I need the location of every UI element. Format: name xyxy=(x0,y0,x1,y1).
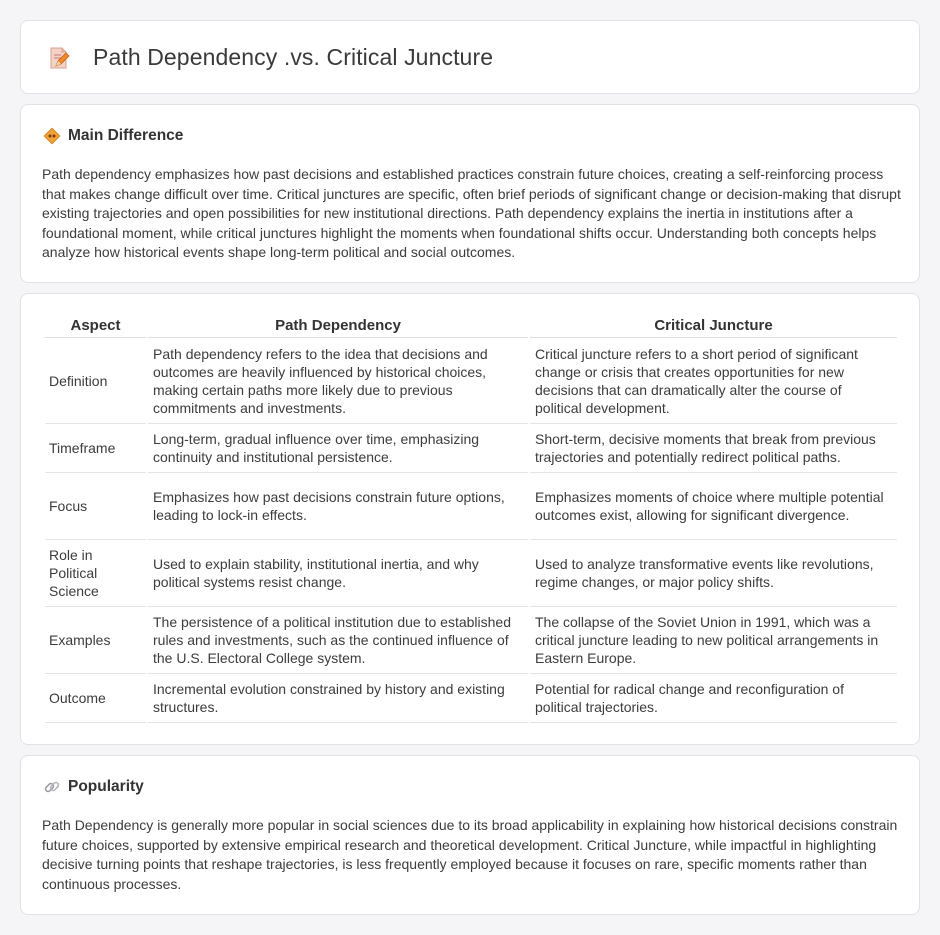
popularity-heading xyxy=(43,778,144,796)
path-dependency-cell: Incremental evolution constrained by history and existing structures. xyxy=(148,674,528,723)
main-difference-title: Main Difference xyxy=(68,127,184,144)
aspect-cell: Examples xyxy=(45,607,146,674)
table-row xyxy=(45,674,897,723)
aspect-cell: Timeframe xyxy=(45,424,146,473)
popularity-card xyxy=(20,755,920,915)
comparison-table xyxy=(43,316,899,723)
comparison-card xyxy=(20,293,920,745)
path-dependency-cell: Long-term, gradual influence over time, emphasizing continuity and institutional persistence. xyxy=(148,424,528,473)
table-header-row xyxy=(45,316,897,338)
main-difference-card xyxy=(20,104,920,283)
aspect-cell: Outcome xyxy=(45,674,146,723)
table-row xyxy=(45,540,897,607)
critical-juncture-cell: Used to analyze transformative events like revolutions, regime changes, or major policy shifts. xyxy=(530,540,897,607)
path-dependency-cell: The persistence of a political institution due to established rules and investments, such as the continued influence of the U.S. Electoral College system. xyxy=(148,607,528,674)
path-dependency-cell: Used to explain stability, institutional inertia, and why political systems resist change. xyxy=(148,540,528,607)
aspect-cell: Role in Political Science xyxy=(45,540,146,607)
link-icon xyxy=(43,778,61,796)
header-aspect: Aspect xyxy=(45,316,146,338)
header-path-dependency: Path Dependency xyxy=(148,316,528,338)
path-dependency-cell: Path dependency refers to the idea that decisions and outcomes are heavily influenced by historical choices, making certain paths more likely due to previous commitments and investments. xyxy=(148,338,528,424)
aspect-cell: Definition xyxy=(45,338,146,424)
popularity-title: Popularity xyxy=(68,778,144,795)
table-row xyxy=(45,338,897,424)
table-row xyxy=(45,607,897,674)
table-row xyxy=(45,424,897,473)
header-card xyxy=(20,20,920,94)
main-difference-text: Path dependency emphasizes how past decisions and established practices constrain future choices, creating a self-reinforcing process that makes change difficult over time. Critical junctures are specific, often brief periods of significant change or decision-making that disrupt existing trajectories and open possibilities for new institutional directions. Path dependency explains the inertia in institutions after a foundational moment, while critical junctures highlight the moments when foundational shifts occur. Understanding both concepts helps analyze how historical events shape long-term political and social outcomes. xyxy=(42,166,901,260)
path-dependency-cell: Emphasizes how past decisions constrain future options, leading to lock-in effects. xyxy=(148,473,528,540)
diamond-sign-icon xyxy=(43,127,61,145)
table-row xyxy=(45,473,897,540)
header-critical-juncture: Critical Juncture xyxy=(530,316,897,338)
aspect-cell: Focus xyxy=(45,473,146,540)
main-difference-heading xyxy=(43,127,183,145)
critical-juncture-cell: Potential for radical change and reconfiguration of political trajectories. xyxy=(530,674,897,723)
critical-juncture-cell: Short-term, decisive moments that break from previous trajectories and potentially redirect political paths. xyxy=(530,424,897,473)
critical-juncture-cell: The collapse of the Soviet Union in 1991, which was a critical juncture leading to new political arrangements in Eastern Europe. xyxy=(530,607,897,674)
critical-juncture-cell: Critical juncture refers to a short period of significant change or crisis that creates opportunities for new decisions that can dramatically alter the course of political development. xyxy=(530,338,897,424)
critical-juncture-cell: Emphasizes moments of choice where multiple potential outcomes exist, allowing for significant divergence. xyxy=(530,473,897,540)
page-title: Path Dependency .vs. Critical Juncture xyxy=(93,44,494,70)
popularity-text: Path Dependency is generally more popular in social sciences due to its broad applicability in explaining how historical decisions constrain future choices, supported by extensive empirical research and theoretical development. Critical Juncture, while impactful in highlighting decisive turning points that reshape trajectories, is less frequently employed because it focuses on rare, specific moments rather than continuous processes. xyxy=(42,817,898,892)
document-pencil-icon xyxy=(47,46,71,70)
